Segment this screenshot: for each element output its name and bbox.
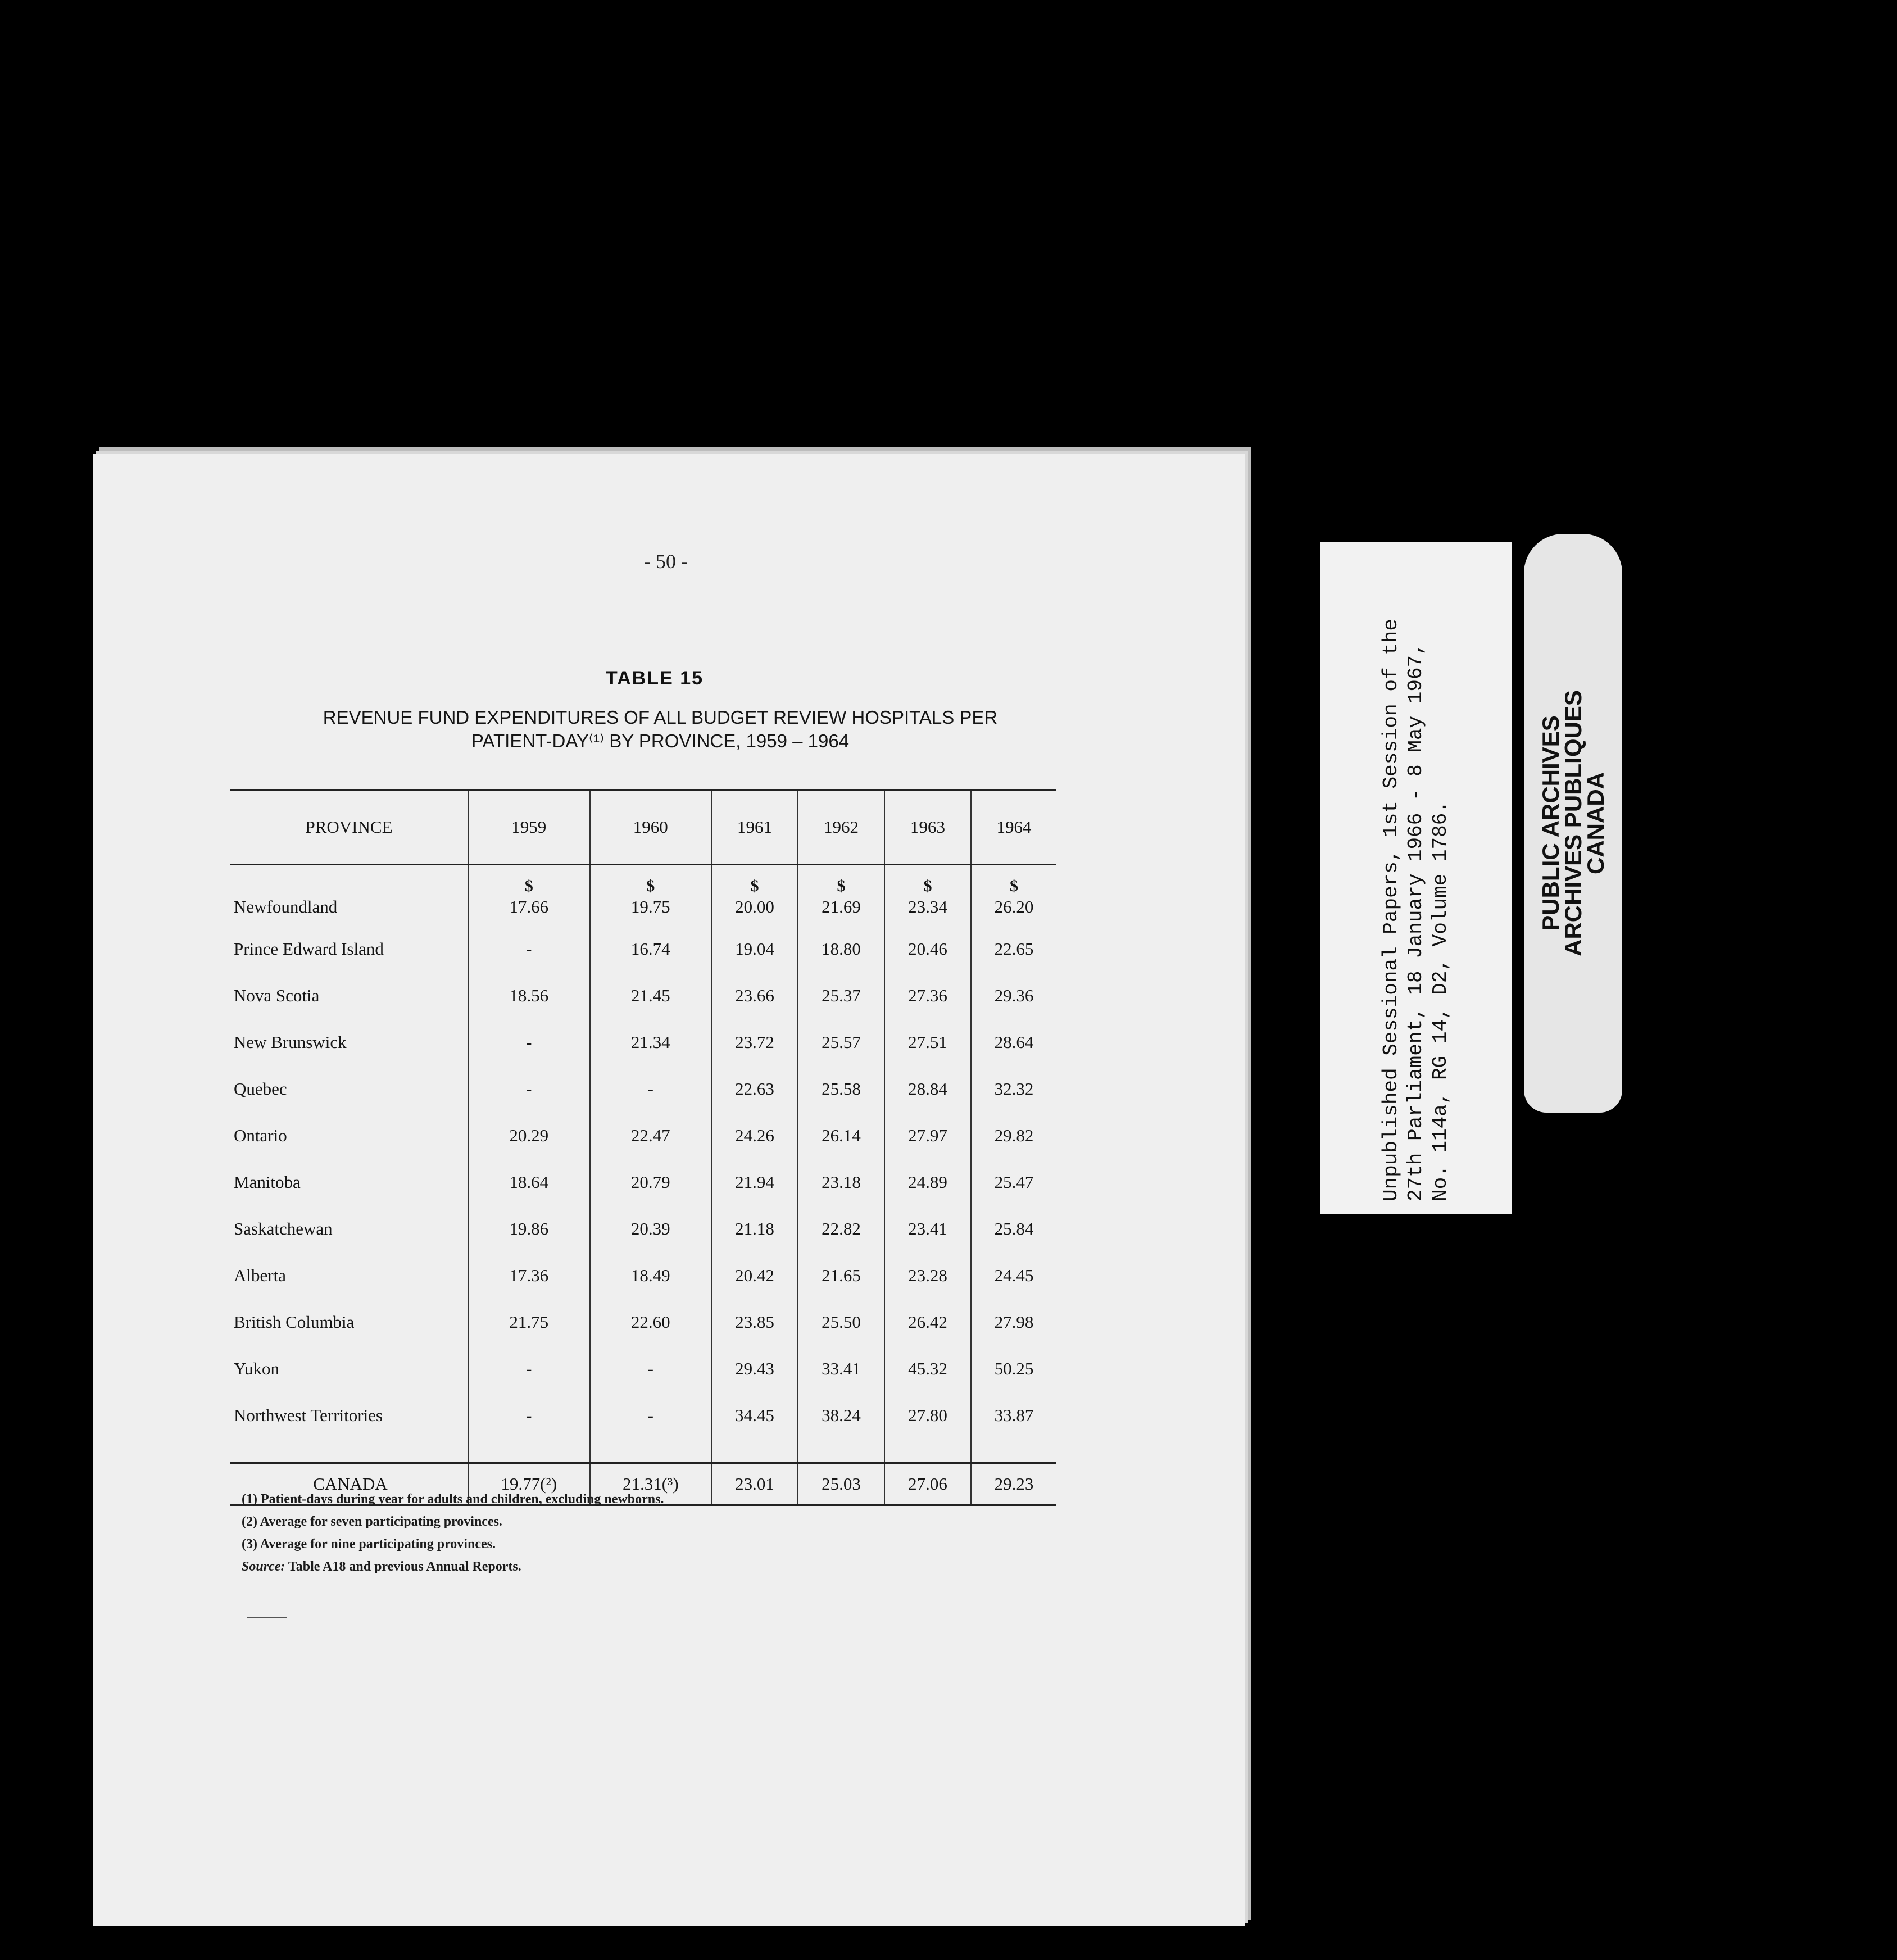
footnote-3: (3) Average for nine participating provinces. <box>242 1537 496 1551</box>
province-name: Yukon <box>234 1358 279 1378</box>
expenditure-value: 29.36 <box>971 972 1056 1019</box>
expenditure-value: 22.82 <box>798 1205 884 1252</box>
expenditure-value: 24.26 <box>711 1112 798 1159</box>
spacer-cell <box>468 1439 590 1463</box>
expenditure-value: 21.65 <box>798 1252 884 1299</box>
source-text: Table A18 and previous Annual Reports. <box>285 1559 521 1574</box>
expenditure-value: 27.97 <box>884 1112 971 1159</box>
expenditure-value: 27.98 <box>971 1299 1056 1345</box>
expenditure-value: 25.84 <box>971 1205 1056 1252</box>
province-name: Saskatchewan <box>234 1218 333 1238</box>
expenditure-value: 20.42 <box>711 1252 798 1299</box>
expenditure-table <box>230 789 1056 1506</box>
province-name: Newfoundland <box>234 897 338 917</box>
expenditure-value: 22.60 <box>590 1299 712 1345</box>
province-name: Manitoba <box>234 1172 301 1192</box>
table-label: TABLE 15 <box>605 668 704 689</box>
currency-symbol: $ <box>711 865 798 897</box>
expenditure-value: 17.36 <box>468 1252 590 1299</box>
province-name: Quebec <box>234 1078 287 1099</box>
expenditure-value: 25.58 <box>798 1065 884 1112</box>
expenditure-value: 20.79 <box>590 1159 712 1205</box>
expenditure-value: 19.75 <box>590 896 712 925</box>
expenditure-value: 29.43 <box>711 1345 798 1392</box>
expenditure-value: 18.80 <box>798 925 884 972</box>
archive-stamp-text: PUBLIC ARCHIVES ARCHIVES PUBLIQUES CANADA <box>1537 690 1609 956</box>
expenditure-value: 19.04 <box>711 925 798 972</box>
expenditure-value: - <box>468 1065 590 1112</box>
expenditure-value: - <box>468 1019 590 1065</box>
canada-value: 27.06 <box>884 1463 971 1505</box>
expenditure-value: - <box>468 925 590 972</box>
footnote-2: (2) Average for seven participating provinces. <box>242 1514 502 1529</box>
expenditure-value: 28.84 <box>884 1065 971 1112</box>
expenditure-value: 23.66 <box>711 972 798 1019</box>
expenditure-value: 27.36 <box>884 972 971 1019</box>
expenditure-value: 25.50 <box>798 1299 884 1345</box>
expenditure-value: 22.47 <box>590 1112 712 1159</box>
year-header: 1959 <box>468 790 590 865</box>
expenditure-value: 21.34 <box>590 1019 712 1065</box>
expenditure-value: 23.28 <box>884 1252 971 1299</box>
archive-caption-text: Unpublished Sessional Papers, 1st Session of the 27th Parliament, 18 January 1966 - 8 May 1967, No. 114a, RG 14, D2, Volume 1786. <box>1379 618 1452 1201</box>
table-row <box>230 1112 1056 1159</box>
table-header-row <box>230 790 1056 865</box>
spacer-cell <box>711 1439 798 1463</box>
expenditure-value: 26.42 <box>884 1299 971 1345</box>
expenditure-value: 21.18 <box>711 1205 798 1252</box>
year-header: 1963 <box>884 790 971 865</box>
province-name: Nova Scotia <box>234 985 320 1005</box>
spacer-cell <box>884 1439 971 1463</box>
expenditure-value: 21.69 <box>798 896 884 925</box>
expenditure-value: 21.75 <box>468 1299 590 1345</box>
expenditure-value: 26.20 <box>971 896 1056 925</box>
currency-row <box>230 865 1056 897</box>
document-page <box>93 454 1245 1926</box>
expenditure-value: 21.94 <box>711 1159 798 1205</box>
canada-value: 21.31(³) <box>590 1463 712 1505</box>
spacer-cell <box>798 1439 884 1463</box>
table-row <box>230 1019 1056 1065</box>
expenditure-value: 22.63 <box>711 1065 798 1112</box>
table-title <box>250 706 1070 753</box>
expenditure-value: - <box>590 1065 712 1112</box>
table-row <box>230 1299 1056 1345</box>
source-label: Source: <box>242 1559 285 1574</box>
expenditure-value: 18.56 <box>468 972 590 1019</box>
source-note <box>242 1555 972 1578</box>
expenditure-value: 20.00 <box>711 896 798 925</box>
expenditure-value: 16.74 <box>590 925 712 972</box>
page-number: - 50 - <box>644 550 688 573</box>
province-name: Ontario <box>234 1125 287 1145</box>
expenditure-value: 29.82 <box>971 1112 1056 1159</box>
expenditure-value: 38.24 <box>798 1392 884 1439</box>
spacer-cell <box>590 1439 712 1463</box>
canada-value: 29.23 <box>971 1463 1056 1505</box>
table-row <box>230 896 1056 925</box>
footnote-rule <box>247 1617 287 1618</box>
spacer-row <box>230 1439 1056 1463</box>
archive-caption-card <box>1320 542 1512 1214</box>
table-row <box>230 1392 1056 1439</box>
expenditure-value: 24.89 <box>884 1159 971 1205</box>
expenditure-value: 17.66 <box>468 896 590 925</box>
archive-stamp <box>1524 534 1622 1113</box>
table-body <box>230 865 1056 1505</box>
spacer-cell <box>971 1439 1056 1463</box>
expenditure-value: 26.14 <box>798 1112 884 1159</box>
canada-value: 23.01 <box>711 1463 798 1505</box>
expenditure-value: 24.45 <box>971 1252 1056 1299</box>
currency-symbol: $ <box>798 865 884 897</box>
province-column-header: PROVINCE <box>230 790 468 865</box>
currency-spacer <box>230 865 468 897</box>
province-name: Prince Edward Island <box>234 938 384 959</box>
province-name: New Brunswick <box>234 1032 347 1052</box>
expenditure-value: 20.46 <box>884 925 971 972</box>
expenditure-value: 22.65 <box>971 925 1056 972</box>
currency-symbol: $ <box>468 865 590 897</box>
expenditure-value: 32.32 <box>971 1065 1056 1112</box>
expenditure-value: 23.85 <box>711 1299 798 1345</box>
expenditure-value: 23.18 <box>798 1159 884 1205</box>
expenditure-value: - <box>590 1392 712 1439</box>
expenditure-value: 21.45 <box>590 972 712 1019</box>
expenditure-value: 34.45 <box>711 1392 798 1439</box>
province-name: British Columbia <box>234 1312 355 1332</box>
year-header: 1964 <box>971 790 1056 865</box>
year-header: 1960 <box>590 790 712 865</box>
footnotes <box>242 1488 972 1578</box>
canada-value: 25.03 <box>798 1463 884 1505</box>
table-title-line-2: PATIENT-DAY⁽¹⁾ BY PROVINCE, 1959 – 1964 <box>471 731 850 751</box>
expenditure-value: - <box>590 1345 712 1392</box>
table-row <box>230 1065 1056 1112</box>
year-header: 1962 <box>798 790 884 865</box>
expenditure-value: 25.37 <box>798 972 884 1019</box>
expenditure-value: 23.41 <box>884 1205 971 1252</box>
table-row <box>230 1159 1056 1205</box>
currency-symbol: $ <box>590 865 712 897</box>
expenditure-value: 27.51 <box>884 1019 971 1065</box>
expenditure-value: 33.87 <box>971 1392 1056 1439</box>
expenditure-value: 25.47 <box>971 1159 1056 1205</box>
currency-symbol: $ <box>971 865 1056 897</box>
expenditure-value: 20.39 <box>590 1205 712 1252</box>
year-header: 1961 <box>711 790 798 865</box>
expenditure-value: 33.41 <box>798 1345 884 1392</box>
spacer-cell <box>230 1439 468 1463</box>
expenditure-value: 28.64 <box>971 1019 1056 1065</box>
canada-label: CANADA <box>230 1463 468 1505</box>
province-name: Northwest Territories <box>234 1405 383 1425</box>
expenditure-value: 18.49 <box>590 1252 712 1299</box>
expenditure-value: 27.80 <box>884 1392 971 1439</box>
expenditure-value: 50.25 <box>971 1345 1056 1392</box>
table-row <box>230 925 1056 972</box>
currency-symbol: $ <box>884 865 971 897</box>
expenditure-value: 20.29 <box>468 1112 590 1159</box>
table-row <box>230 972 1056 1019</box>
expenditure-value: 23.34 <box>884 896 971 925</box>
expenditure-value: - <box>468 1345 590 1392</box>
canada-value: 19.77(²) <box>468 1463 590 1505</box>
expenditure-value: 23.72 <box>711 1019 798 1065</box>
table-row <box>230 1252 1056 1299</box>
table-row <box>230 1345 1056 1392</box>
expenditure-value: 25.57 <box>798 1019 884 1065</box>
expenditure-value: 19.86 <box>468 1205 590 1252</box>
province-name: Alberta <box>234 1265 286 1285</box>
expenditure-value: - <box>468 1392 590 1439</box>
footnote-1: (1) Patient-days during year for adults and children, excluding newborns. <box>242 1492 664 1507</box>
table-title-line-1: REVENUE FUND EXPENDITURES OF ALL BUDGET REVIEW HOSPITALS PER <box>323 707 998 728</box>
expenditure-value: 18.64 <box>468 1159 590 1205</box>
expenditure-value: 45.32 <box>884 1345 971 1392</box>
table-row <box>230 1205 1056 1252</box>
